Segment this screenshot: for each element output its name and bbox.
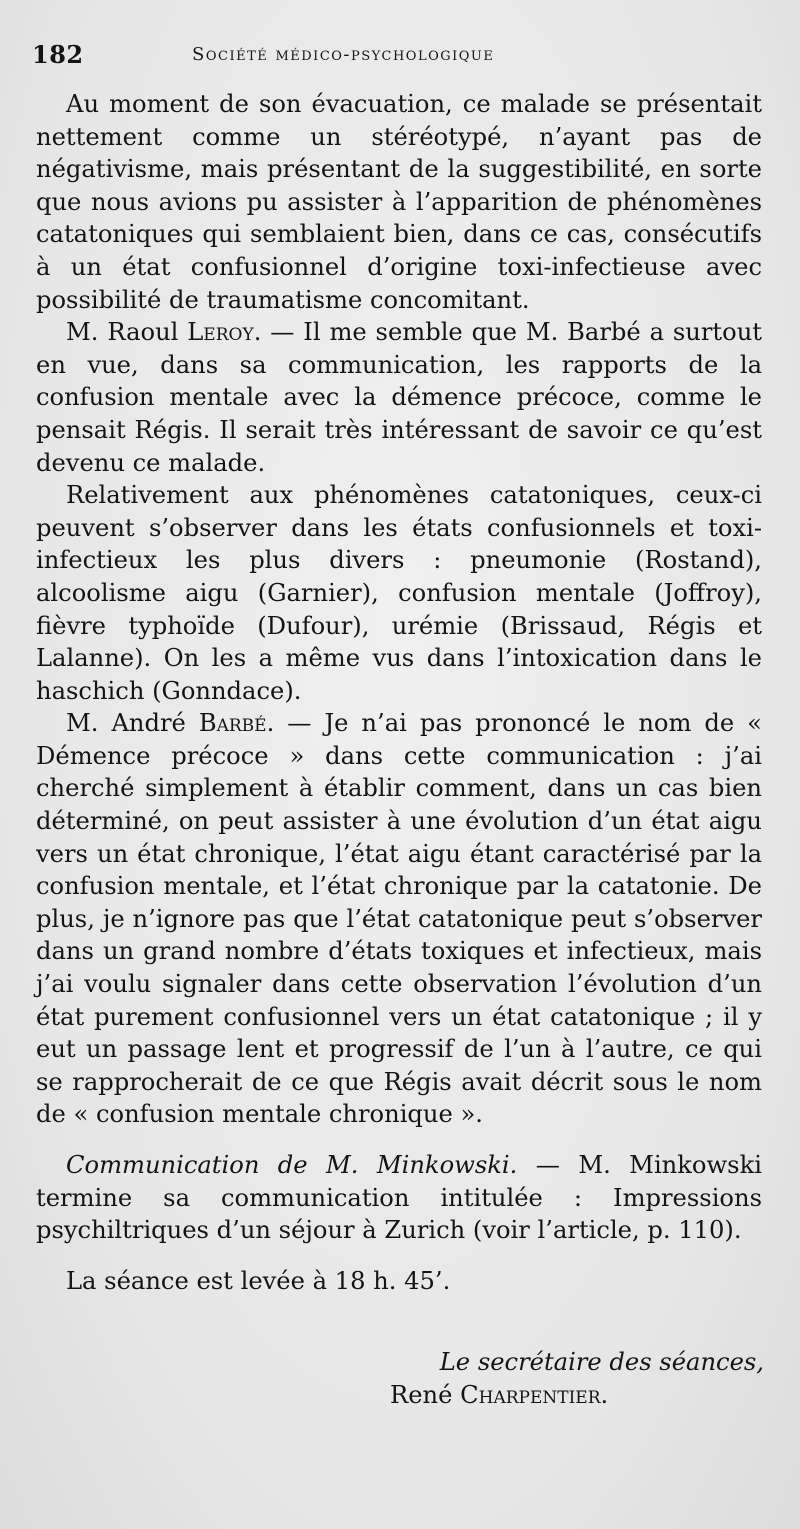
communication-title: Communication de M. Minkowski.: [66, 1151, 518, 1179]
paragraph-text: . — Je n’ai pas prononcé le nom de « Démence précoce » dans cette communication : j’ai cherché simplement à établir comment, dans un cas bien déterminé, on peut assister à une évolution d’un état aigu vers un état chronique, l’état aigu étant caractérisé par la confusion mentale, et l’état chronique par la catatonie. De plus, je n’ignore pas que l’état catatonique peut s’observer dans un grand nombre d’états toxiques et infectieux, mais j’ai voulu signaler dans cette observation l’évolution d’un état purement confusionnel vers un état catatonique ; il y eut un passage lent et progressif de l’un à l’autre, ce qui se rapprocherait de ce que Régis avait décrit sous le nom de « confusion mentale chronique ».: [36, 709, 762, 1129]
paragraph-text: La séance est levée à 18 h. 45’.: [66, 1266, 451, 1295]
signature-block: [364, 1346, 764, 1411]
speaker-name: Leroy: [187, 318, 254, 347]
paragraph-text: Au moment de son évacuation, ce malade se présentait nettement comme un stéréotypé, n’ayant pas de négativisme, mais présentant de la suggestibilité, en sorte que nous avions pu assister à l’apparition de phénomènes catatoniques qui semblaient bien, dans ce cas, consécutifs à un état confusionnel d’origine toxi-infectieuse avec possibilité de traumatisme concomitant.: [36, 90, 762, 314]
signature-name: [364, 1379, 764, 1412]
paragraph-barbe: [36, 707, 762, 1131]
signature-name-prefix: René: [390, 1380, 461, 1409]
paragraph-evacuation: [36, 88, 762, 316]
paragraph-minkowski: [36, 1149, 762, 1247]
body-text: [36, 88, 762, 1297]
page-header: [32, 40, 762, 74]
paragraph-text: — M. Minkowski termine sa communication intitulée : Impressions psychiltriques d’un séjour à Zurich (voir l’article, p. 110).: [36, 1151, 762, 1245]
signature-name-suffix: .: [600, 1380, 609, 1409]
page-number: 182: [32, 40, 84, 69]
paragraph-seance-levee: [36, 1265, 762, 1298]
paragraph-text: Relativement aux phénomènes catatoniques, ceux-ci peuvent s’observer dans les états confusionnels et toxi-infectieux les plus divers : pneumonie (Rostand), alcoolisme aigu (Garnier), confusion mentale (Joffroy), fièvre typhoïde (Dufour), urémie (Brissaud, Régis et Lalanne). On les a même vus dans l’intoxication dans le haschich (Gonndace).: [36, 481, 762, 705]
paragraph-leroy: [36, 316, 762, 479]
speaker-name: Barbé: [198, 709, 267, 738]
paragraph-text: . — Il me semble que M. Barbé a surtout en vue, dans sa communication, les rapports de la confusion mentale avec la démence précoce, comme le pensait Régis. Il serait très intéressant de savoir ce qu’est devenu ce malade.: [36, 318, 762, 477]
speaker-prefix: M. André: [66, 709, 199, 738]
running-title: société médico-psychologique: [192, 44, 495, 65]
paragraph-catatoniques: [36, 479, 762, 707]
signature-role: Le secrétaire des séances,: [439, 1348, 764, 1376]
speaker-prefix: M. Raoul: [66, 318, 188, 347]
signature-surname: Charpentier: [460, 1380, 601, 1409]
